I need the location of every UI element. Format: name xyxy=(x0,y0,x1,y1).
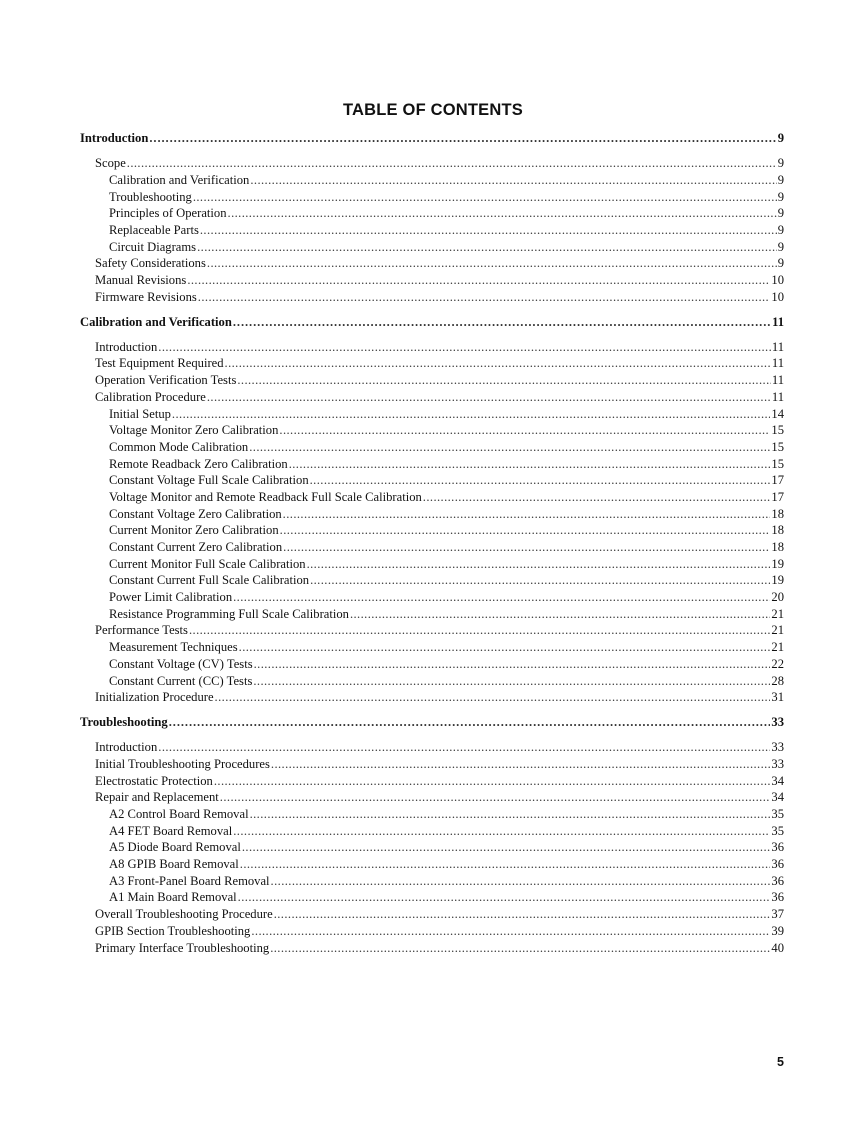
toc-entry[interactable] xyxy=(80,239,784,256)
toc-entry[interactable] xyxy=(80,889,784,906)
toc-entry-page: 22 xyxy=(771,656,784,671)
toc-entry[interactable] xyxy=(80,372,784,389)
toc-section-page: 11 xyxy=(772,314,784,329)
toc-entry[interactable] xyxy=(80,639,784,656)
dot-leader xyxy=(270,940,770,957)
toc-entry-label: Introduction xyxy=(95,740,158,755)
toc-entry-page: 31 xyxy=(771,690,784,705)
page-number: 5 xyxy=(777,1055,784,1069)
dot-leader xyxy=(187,272,770,289)
toc-entry-label: Initialization Procedure xyxy=(95,690,214,705)
toc-entry-label: Initial Setup xyxy=(109,406,171,421)
dot-leader xyxy=(279,422,770,439)
toc-entry[interactable] xyxy=(80,606,784,623)
toc-entry-label: Primary Interface Troubleshooting xyxy=(95,940,270,955)
toc-section-page: 9 xyxy=(777,131,784,145)
toc-entry[interactable] xyxy=(80,739,784,756)
toc-entry-label: A4 FET Board Removal xyxy=(109,823,233,838)
toc-entry-page: 15 xyxy=(771,423,784,438)
dot-leader xyxy=(158,339,771,356)
toc-entry[interactable] xyxy=(80,406,784,423)
toc-entry[interactable] xyxy=(80,572,784,589)
toc-entry[interactable] xyxy=(80,806,784,823)
toc-entry-label: A2 Control Board Removal xyxy=(109,807,249,821)
dot-leader xyxy=(172,406,770,423)
dot-leader xyxy=(283,506,771,523)
toc-entry-label: Performance Tests xyxy=(95,623,188,638)
dot-leader xyxy=(237,372,771,389)
dot-leader xyxy=(251,923,770,940)
toc-entry-label: Remote Readback Zero Calibration xyxy=(109,456,288,471)
toc-entry[interactable] xyxy=(80,389,784,406)
toc-entry-page: 9 xyxy=(777,222,784,237)
toc-entry[interactable] xyxy=(80,506,784,523)
toc-section-label: Calibration and Verification xyxy=(80,314,232,329)
toc-entry-label: A1 Main Board Removal xyxy=(109,890,237,905)
toc-entry-label: Introduction xyxy=(95,339,158,354)
toc-entry[interactable] xyxy=(80,756,784,773)
toc-entry-label: Principles of Operation xyxy=(109,206,227,221)
toc-entry-page: 21 xyxy=(771,640,784,655)
toc-entry-page: 35 xyxy=(771,807,784,821)
toc-entry[interactable] xyxy=(80,355,784,372)
dot-leader xyxy=(238,889,771,906)
toc-entry-page: 9 xyxy=(777,172,784,187)
dot-leader xyxy=(310,472,771,489)
toc-entry-label: Repair and Replacement xyxy=(95,790,219,805)
toc-entry-label: Power Limit Calibration xyxy=(109,590,233,605)
toc-entry-label: Constant Current Zero Calibration xyxy=(109,540,283,554)
toc-entry-label: Operation Verification Tests xyxy=(95,373,237,388)
toc-entry-label: Current Monitor Full Scale Calibration xyxy=(109,556,306,571)
toc-entry[interactable] xyxy=(80,189,784,206)
toc-entry-page: 11 xyxy=(771,373,784,388)
toc-entry[interactable] xyxy=(80,456,784,473)
toc-entry-page: 36 xyxy=(771,890,784,905)
dot-leader xyxy=(220,789,771,806)
dot-leader xyxy=(242,839,771,856)
toc-entry-label: Constant Voltage Zero Calibration xyxy=(109,506,282,521)
toc-entry-label: Safety Considerations xyxy=(95,256,206,271)
dot-leader xyxy=(250,806,771,823)
dot-leader xyxy=(283,539,770,556)
toc-entry[interactable] xyxy=(80,823,784,840)
dot-leader xyxy=(240,856,771,873)
toc-entry[interactable] xyxy=(80,255,784,272)
dot-leader xyxy=(310,572,770,589)
toc-section-heading[interactable] xyxy=(80,714,784,731)
toc-entry-label: Constant Voltage (CV) Tests xyxy=(109,656,253,671)
toc-entry-page: 17 xyxy=(771,489,784,504)
toc-entry-page: 9 xyxy=(777,206,784,221)
toc-entry[interactable] xyxy=(80,339,784,356)
toc-entry-label: Calibration Procedure xyxy=(95,389,206,404)
dot-leader xyxy=(149,130,776,147)
toc-entry-page: 10 xyxy=(771,273,784,287)
toc-entry-label: Constant Current (CC) Tests xyxy=(109,673,253,688)
toc-entry-page: 33 xyxy=(771,740,784,755)
toc-entry[interactable] xyxy=(80,222,784,239)
toc-entry-page: 11 xyxy=(771,356,784,371)
toc-entry-page: 15 xyxy=(771,439,784,454)
toc-entry[interactable] xyxy=(80,839,784,856)
dot-leader xyxy=(239,639,771,656)
dot-leader xyxy=(280,522,771,539)
toc-entry[interactable] xyxy=(80,522,784,539)
toc-entry-page: 18 xyxy=(771,523,784,538)
toc-entry[interactable] xyxy=(80,622,784,639)
toc-entry-page: 40 xyxy=(771,940,784,955)
toc-entry-label: Voltage Monitor Zero Calibration xyxy=(109,423,279,438)
toc-entry-label: Troubleshooting xyxy=(109,189,192,204)
toc-entry-page: 34 xyxy=(771,773,784,788)
toc-entry[interactable] xyxy=(80,205,784,222)
toc-entry[interactable] xyxy=(80,589,784,606)
toc-entry-label: Constant Voltage Full Scale Calibration xyxy=(109,473,309,488)
toc-entry[interactable] xyxy=(80,906,784,923)
toc-entry-page: 15 xyxy=(771,456,784,471)
toc-entry[interactable] xyxy=(80,856,784,873)
dot-leader xyxy=(274,906,771,923)
dot-leader xyxy=(307,556,771,573)
toc-entry-page: 9 xyxy=(777,239,784,254)
toc-entry-label: Circuit Diagrams xyxy=(109,239,197,254)
toc-entry[interactable] xyxy=(80,673,784,690)
toc-entry-page: 18 xyxy=(771,540,784,554)
toc-entry[interactable] xyxy=(80,940,784,957)
dot-leader xyxy=(158,739,770,756)
toc-entry-page: 36 xyxy=(771,857,784,872)
dot-leader xyxy=(423,489,771,506)
dot-leader xyxy=(189,622,770,639)
toc-entry-page: 36 xyxy=(771,840,784,855)
toc-entry[interactable] xyxy=(80,773,784,790)
dot-leader xyxy=(214,773,771,790)
dot-leader xyxy=(350,606,770,623)
dot-leader xyxy=(198,289,771,306)
dot-leader xyxy=(233,589,770,606)
toc-entry-page: 14 xyxy=(771,406,784,421)
toc-section-page: 33 xyxy=(771,715,784,730)
dot-leader xyxy=(254,656,771,673)
toc-entry-page: 9 xyxy=(777,156,784,171)
toc-entry-label: Scope xyxy=(95,156,126,171)
toc-entry-label: A8 GPIB Board Removal xyxy=(109,857,239,872)
dot-leader xyxy=(233,314,771,331)
toc-entry-page: 36 xyxy=(771,873,784,888)
toc-entry-page: 35 xyxy=(771,823,784,838)
toc-entry-label: Replaceable Parts xyxy=(109,222,199,237)
toc-entry-label: Calibration and Verification xyxy=(109,172,250,187)
toc-entry-label: GPIB Section Troubleshooting xyxy=(95,923,251,938)
toc-entry-label: Voltage Monitor and Remote Readback Full Scale Calibration xyxy=(109,489,422,504)
toc-entry-label: A3 Front-Panel Board Removal xyxy=(109,873,270,888)
toc-entry-label: Measurement Techniques xyxy=(109,640,238,655)
page-title: TABLE OF CONTENTS xyxy=(342,101,523,119)
toc-entry-page: 19 xyxy=(771,573,784,588)
toc-entry-label: Resistance Programming Full Scale Calibration xyxy=(109,606,349,621)
dot-leader xyxy=(127,155,777,172)
toc-entry[interactable] xyxy=(80,556,784,573)
toc-entry-page: 28 xyxy=(771,673,784,688)
dot-leader xyxy=(253,673,770,690)
toc-entry-page: 9 xyxy=(777,256,784,271)
toc-entry-label: Initial Troubleshooting Procedures xyxy=(95,756,270,771)
toc-entry[interactable] xyxy=(80,789,784,806)
toc-entry-page: 11 xyxy=(771,389,784,404)
toc-entry-page: 39 xyxy=(771,923,784,938)
toc-entry-label: Electrostatic Protection xyxy=(95,773,213,788)
toc-entry[interactable] xyxy=(80,923,784,940)
dot-leader xyxy=(169,714,771,731)
dot-leader xyxy=(271,756,771,773)
toc-entry-page: 33 xyxy=(771,756,784,771)
toc-entry[interactable] xyxy=(80,422,784,439)
dot-leader xyxy=(228,205,777,222)
toc-entry-label: Constant Current Full Scale Calibration xyxy=(109,573,310,588)
dot-leader xyxy=(215,689,771,706)
toc-entry-label: Manual Revisions xyxy=(95,273,187,287)
dot-leader xyxy=(250,172,776,189)
toc-entry[interactable] xyxy=(80,155,784,172)
toc-entry-page: 21 xyxy=(771,623,784,638)
toc-entry-page: 17 xyxy=(771,473,784,488)
toc-section-label: Troubleshooting xyxy=(80,715,168,730)
toc-entry[interactable] xyxy=(80,489,784,506)
toc-entry-label: Firmware Revisions xyxy=(95,289,197,304)
toc-entry-page: 10 xyxy=(771,289,784,304)
dot-leader xyxy=(207,255,777,272)
toc-entry-label: A5 Diode Board Removal xyxy=(109,840,241,855)
table-of-contents xyxy=(80,130,784,956)
toc-entry[interactable] xyxy=(80,289,784,306)
toc-entry-page: 34 xyxy=(771,790,784,805)
toc-entry-page: 9 xyxy=(777,189,784,204)
toc-entry-page: 19 xyxy=(771,556,784,571)
dot-leader xyxy=(193,189,777,206)
dot-leader xyxy=(271,873,771,890)
dot-leader xyxy=(233,823,770,840)
toc-entry-label: Overall Troubleshooting Procedure xyxy=(95,907,273,922)
toc-entry[interactable] xyxy=(80,439,784,456)
dot-leader xyxy=(225,355,771,372)
toc-entry-page: 37 xyxy=(771,907,784,922)
dot-leader xyxy=(249,439,770,456)
dot-leader xyxy=(197,239,777,256)
toc-entry-page: 11 xyxy=(771,339,784,354)
toc-section-heading[interactable] xyxy=(80,130,784,147)
toc-entry-page: 20 xyxy=(771,590,784,605)
toc-section-label: Introduction xyxy=(80,131,149,145)
toc-entry[interactable] xyxy=(80,873,784,890)
toc-entry[interactable] xyxy=(80,172,784,189)
toc-section-heading[interactable] xyxy=(80,314,784,331)
toc-entry[interactable] xyxy=(80,656,784,673)
toc-entry[interactable] xyxy=(80,472,784,489)
toc-entry-page: 18 xyxy=(771,506,784,521)
dot-leader xyxy=(200,222,777,239)
dot-leader xyxy=(289,456,771,473)
toc-entry[interactable] xyxy=(80,539,784,556)
toc-entry-label: Test Equipment Required xyxy=(95,356,224,371)
toc-entry[interactable] xyxy=(80,272,784,289)
toc-entry-page: 21 xyxy=(771,606,784,621)
dot-leader xyxy=(207,389,771,406)
toc-entry-label: Current Monitor Zero Calibration xyxy=(109,523,279,538)
toc-entry-label: Common Mode Calibration xyxy=(109,439,249,454)
toc-entry[interactable] xyxy=(80,689,784,706)
